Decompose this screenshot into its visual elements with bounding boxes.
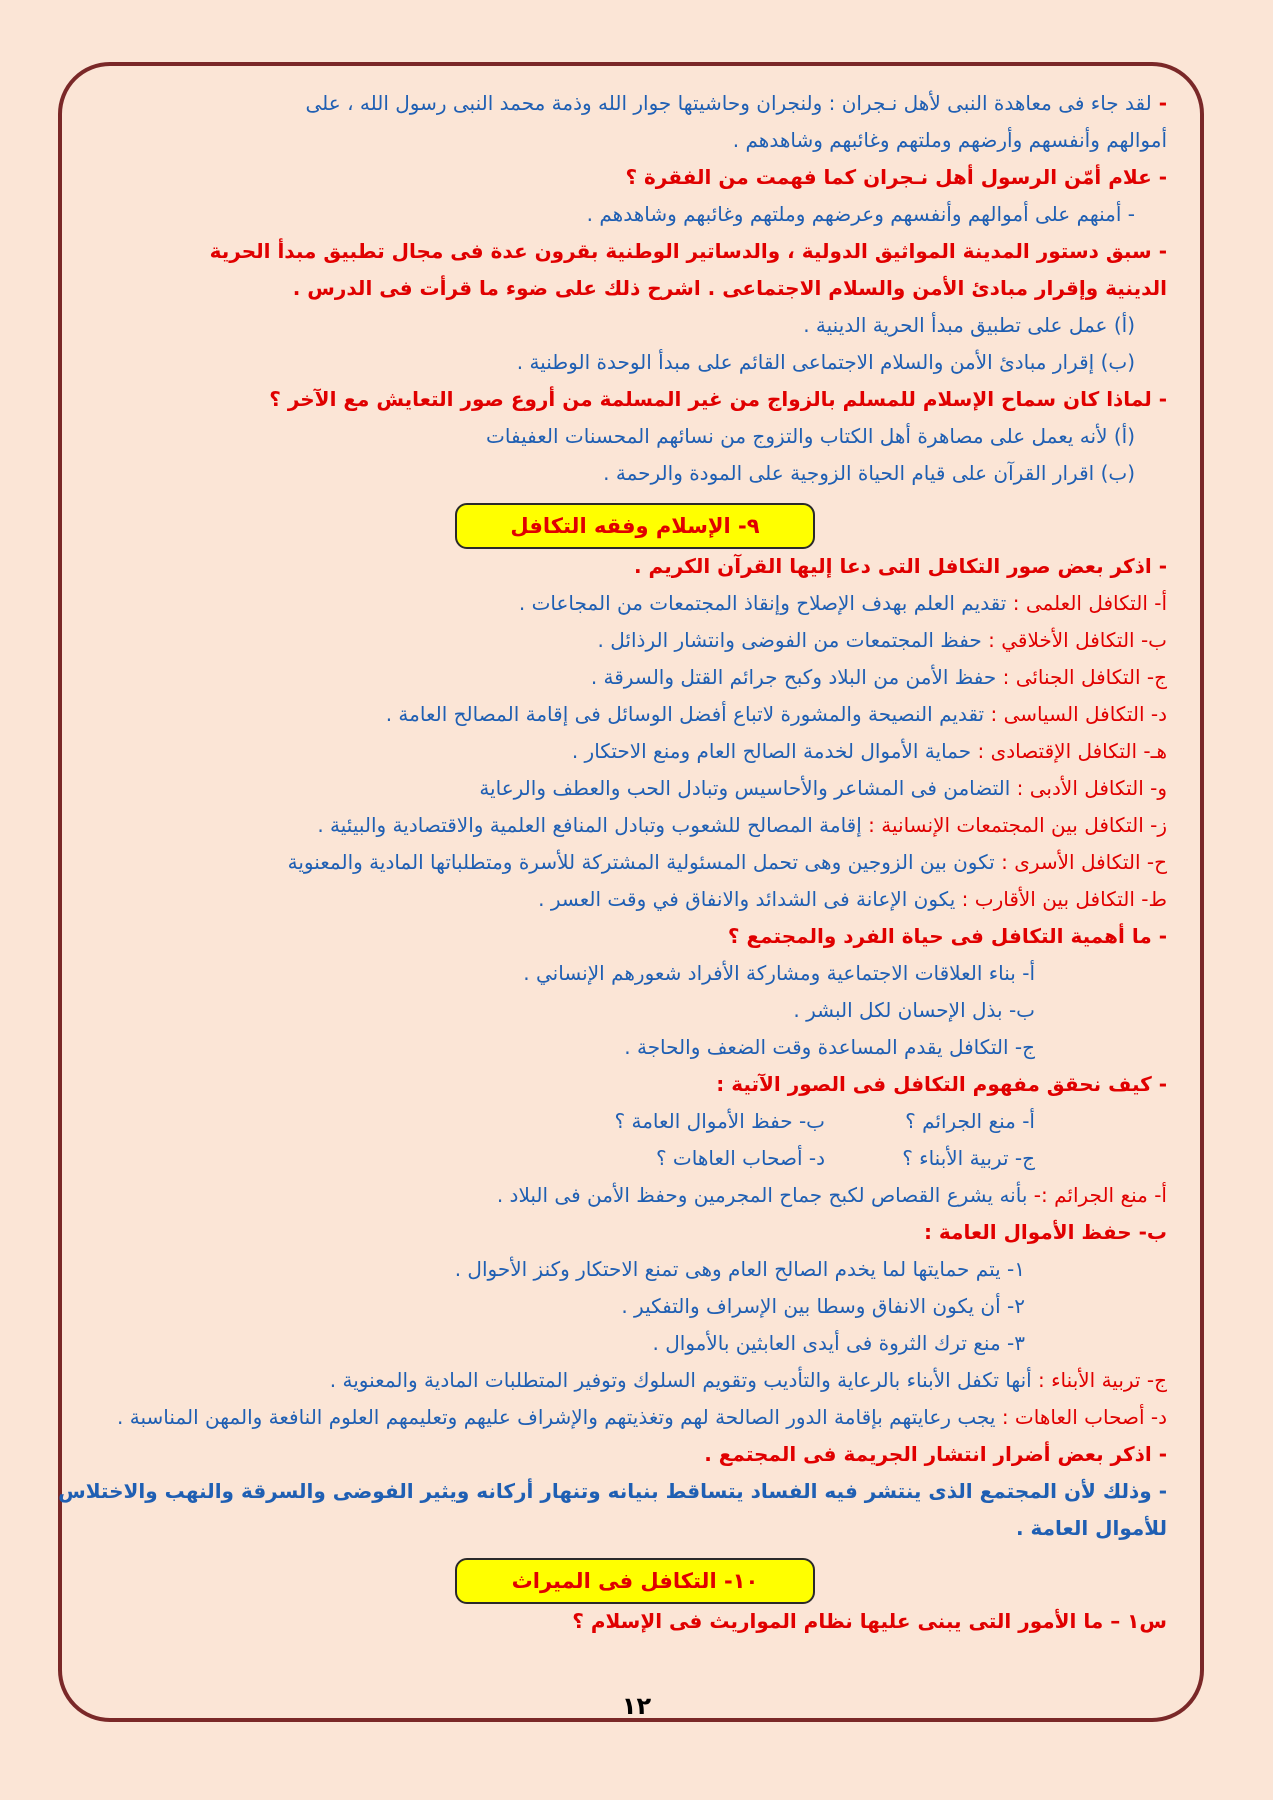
- choice-item: د- أصحاب العاهات ؟: [655, 1146, 825, 1170]
- text-line: ١- يتم حمايتها لما يخدم الصالح العام وهى تمنع الاحتكار وكنز الأحوال .: [454, 1257, 1025, 1281]
- text-line: [80, 590, 1175, 627]
- text-line: - اذكر بعض أضرار انتشار الجريمة فى المجتمع .: [704, 1442, 1167, 1466]
- line-text: إقامة المصالح للشعوب وتبادل المنافع العلمية والاقتصادية والبيئية .: [317, 813, 862, 837]
- block-section9: [80, 553, 1175, 1108]
- text-line: [80, 90, 1175, 127]
- text-line: ب- حفظ الأموال العامة :: [923, 1220, 1167, 1244]
- line-text: يجب رعايتهم بإقامة الدور الصالحة لهم وتغذيتهم والإشراف عليهم وتعليمهم العلوم النافعة والمهن المناسبة .: [117, 1405, 996, 1429]
- line-label: ز- التكافل بين المجتمعات الإنسانية :: [861, 813, 1167, 837]
- choice-item: ب- حفظ الأموال العامة ؟: [614, 1109, 825, 1133]
- text-line: للأموال العامة .: [1015, 1516, 1167, 1540]
- page-number: ١٢: [621, 1692, 652, 1720]
- choice-row: [80, 1145, 1175, 1182]
- text-line: أ- بناء العلاقات الاجتماعية ومشاركة الأفراد شعورهم الإنساني .: [523, 961, 1035, 985]
- text-line: الدينية وإقرار مبادئ الأمن والسلام الاجتماعى . اشرح ذلك على ضوء ما قرأت فى الدرس .: [292, 276, 1167, 300]
- line-label: ط- التكافل بين الأقارب :: [955, 887, 1167, 911]
- text-line: [80, 775, 1175, 812]
- last-question: س١ – ما الأمور التى يبنى عليها نظام المواريث فى الإسلام ؟: [572, 1609, 1167, 1633]
- text-line: - كيف نحقق مفهوم التكافل فى الصور الآتية :: [716, 1072, 1167, 1096]
- text-line: (أ) عمل على تطبيق مبدأ الحرية الدينية .: [803, 313, 1135, 337]
- text-line: (ب) اقرار القرآن على قيام الحياة الزوجية على المودة والرحمة .: [603, 461, 1135, 485]
- line-text: أنها تكفل الأبناء بالرعاية والتأديب وتقويم السلوك وتوفير المتطلبات المادية والمعنوية .: [329, 1368, 1032, 1392]
- line-label: ح- التكافل الأسرى :: [994, 850, 1167, 874]
- line-text: حفظ الأمن من البلاد وكبح جرائم القتل والسرقة .: [590, 665, 997, 689]
- text-line: أموالهم وأنفسهم وأرضهم وملتهم وغائبهم وشاهدهم .: [732, 128, 1167, 152]
- choice-row: [80, 1108, 1175, 1145]
- text-line: [80, 886, 1175, 923]
- text-line: [80, 1182, 1175, 1219]
- line-label: ج- التكافل الجنائى :: [996, 665, 1167, 689]
- text-line: [80, 664, 1175, 701]
- text-line: ٣- منع ترك الثروة فى أيدى العابثين بالأموال .: [652, 1331, 1025, 1355]
- line-label: د- أصحاب العاهات :: [995, 1405, 1167, 1429]
- text-line: (ب) إقرار مبادئ الأمن والسلام الاجتماعى القائم على مبدأ الوحدة الوطنية .: [516, 350, 1135, 374]
- text-line: [80, 1367, 1175, 1404]
- line-label: ج- تربية الأبناء :: [1031, 1368, 1167, 1392]
- text-line: - سبق دستور المدينة المواثيق الدولية ، والدساتير الوطنية بقرون عدة فى مجال تطبيق مبدأ الحرية: [209, 239, 1167, 263]
- line-label: د- التكافل السياسى :: [984, 702, 1167, 726]
- block-intro: [80, 90, 1175, 497]
- line-text: تقديم العلم بهدف الإصلاح وإنقاذ المجتمعات من المجاعات .: [518, 591, 1007, 615]
- line-text: لقد جاء فى معاهدة النبى لأهل نـجران : ولنجران وحاشيتها جوار الله وذمة محمد النبى رسول الله ، على: [305, 91, 1152, 115]
- text-line: ٢- أن يكون الانفاق وسطا بين الإسراف والتفكير .: [621, 1294, 1025, 1318]
- text-line: (أ) لأنه يعمل على مصاهرة أهل الكتاب والتزوج من نسائهم المحسنات العفيفات: [486, 424, 1135, 448]
- line-text: بأنه يشرع القصاص لكبح جماح المجرمين وحفظ الأمن فى البلاد .: [496, 1183, 1028, 1207]
- block-answers: [58, 1182, 1175, 1552]
- text-line: [80, 849, 1175, 886]
- section-10-title: ١٠- التكافل فى الميراث: [455, 1558, 815, 1604]
- line-label: أ- منع الجرائم :-: [1027, 1183, 1167, 1207]
- line-label: -: [1151, 91, 1167, 115]
- text-line: - أمنهم على أموالهم وأنفسهم وعرضهم وملتهم وغائبهم وشاهدهم .: [586, 202, 1135, 226]
- line-text: تقديم النصيحة والمشورة لاتباع أفضل الوسائل فى إقامة المصالح العامة .: [385, 702, 985, 726]
- page-content: [58, 90, 1175, 1645]
- text-line: - وذلك لأن المجتمع الذى ينتشر فيه الفساد يتساقط بنيانه وتنهار أركانه ويثير الفوضى والسرقة والنهب والاختلاس: [58, 1479, 1167, 1503]
- section-9-title: ٩- الإسلام وفقه التكافل: [455, 503, 815, 549]
- line-label: و- التكافل الأدبى :: [1010, 776, 1167, 800]
- question-choices: [80, 1108, 1175, 1182]
- text-line: ج- التكافل يقدم المساعدة وقت الضعف والحاجة .: [624, 1035, 1035, 1059]
- line-text: حماية الأموال لخدمة الصالح العام ومنع الاحتكار .: [571, 739, 972, 763]
- choice-item: أ- منع الجرائم ؟: [905, 1109, 1035, 1133]
- text-line: - اذكر بعض صور التكافل التى دعا إليها القرآن الكريم .: [634, 554, 1167, 578]
- line-text: حفظ المجتمعات من الفوضى وانتشار الرذائل .: [597, 628, 982, 652]
- text-line: ب- بذل الإحسان لكل البشر .: [793, 998, 1035, 1022]
- choice-item: ج- تربية الأبناء ؟: [902, 1146, 1035, 1170]
- text-line: - ما أهمية التكافل فى حياة الفرد والمجتمع ؟: [727, 924, 1167, 948]
- text-line: [80, 1404, 1175, 1441]
- line-label: هـ- التكافل الإقتصادى :: [971, 739, 1167, 763]
- text-line: [80, 812, 1175, 849]
- text-line: [80, 738, 1175, 775]
- line-text: يكون الإعانة فى الشدائد والانفاق في وقت العسر .: [538, 887, 956, 911]
- text-line: - علام أمّن الرسول أهل نـجران كما فهمت من الفقرة ؟: [625, 165, 1167, 189]
- text-line: [80, 627, 1175, 664]
- line-label: ب- التكافل الأخلاقي :: [981, 628, 1167, 652]
- line-text: التضامن فى المشاعر والأحاسيس وتبادل الحب والعطف والرعاية: [479, 776, 1011, 800]
- text-line: - لماذا كان سماح الإسلام للمسلم بالزواج من غير المسلمة من أروع صور التعايش مع الآخر ؟: [269, 387, 1167, 411]
- text-line: [80, 701, 1175, 738]
- line-label: أ- التكافل العلمى :: [1006, 591, 1167, 615]
- line-text: تكون بين الزوجين وهى تحمل المسئولية المشتركة للأسرة ومتطلباتها المادية والمعنوية: [287, 850, 995, 874]
